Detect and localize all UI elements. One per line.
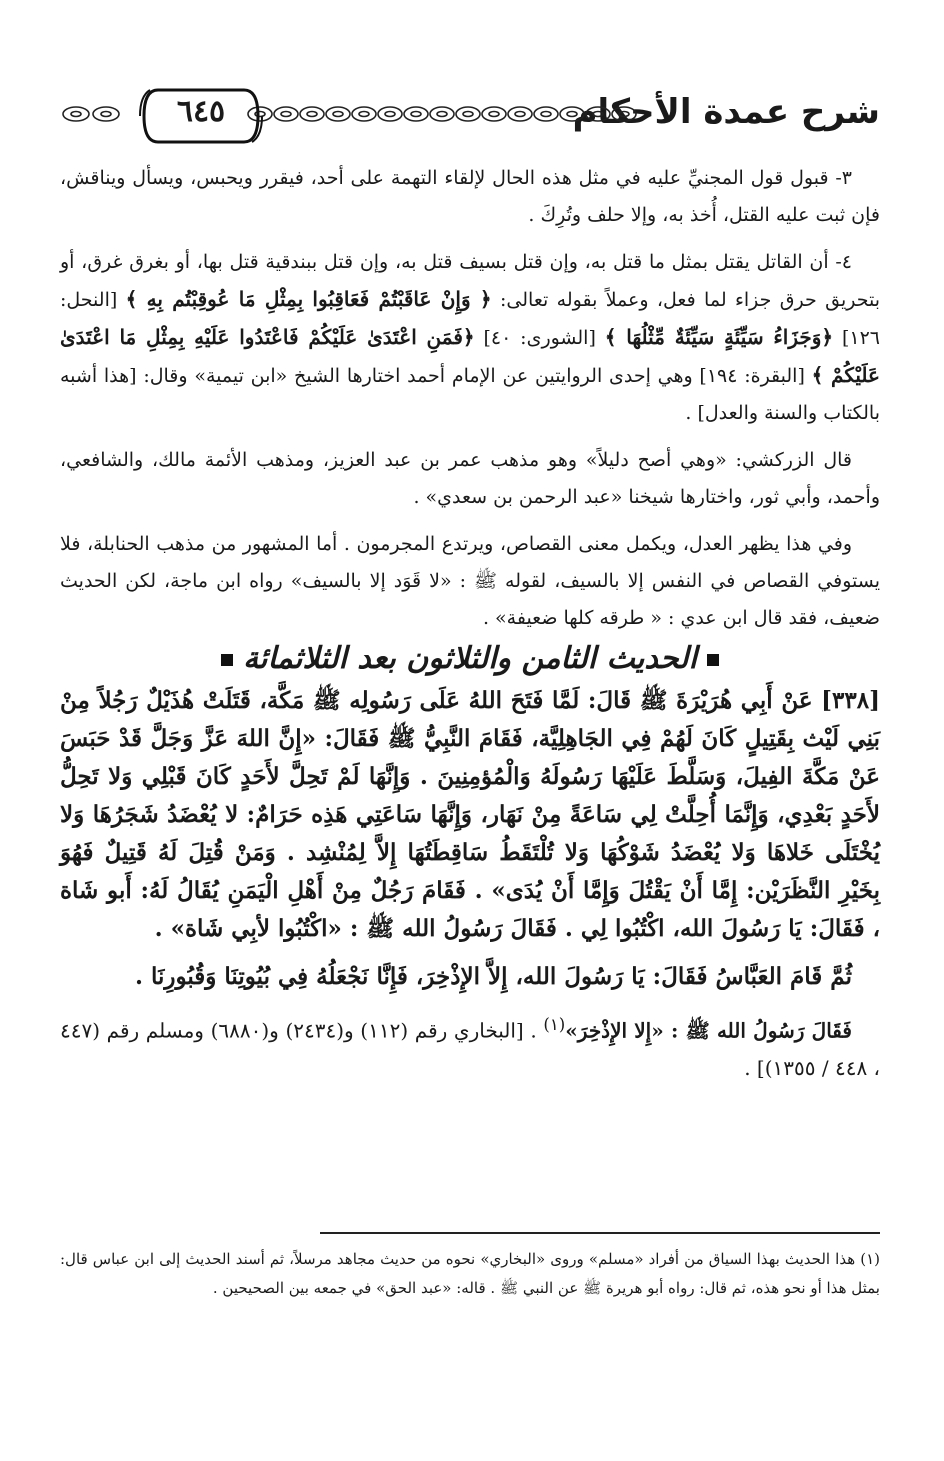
heading-text: الحديث الثامن والثلاثون بعد الثلاثمائة (243, 641, 697, 676)
header-ornament-short (60, 100, 124, 128)
quran-verse: ﴿ وَإِنْ عَاقَبْتُمْ فَعَاقِبُوا بِمِثْلِ مَا عُوقِبْتُم بِهِ ﴾ (125, 287, 492, 311)
verse-reference: [البقرة: ١٩٤] (699, 365, 805, 387)
paragraph-justice: وفي هذا يظهر العدل، ويكمل معنى القصاص، ويرتدع المجرمون . أما المشهور من مذهب الحنابلة، فلا يستوفي القصاص في النفس إلا بالسيف، لقوله ﷺ : «لا قَوَد إلا بالسيف» رواه ابن ماجة، لكن الحديث ضعيف، فقد قال ابن عدي : « طرقه كلها ضعيفة» . (60, 533, 880, 629)
paragraph-point-3: ٣- قبول قول المجنيِّ عليه في مثل هذه الحال لإلقاء التهمة على أحد، فيقرر ويحبس، ويسأل ويناقش، فإن ثبت عليه القتل، أُخذ به، وإلا حلف وتُرِكَ . (60, 167, 880, 226)
page-header (60, 86, 880, 148)
header-ornament-long (246, 100, 648, 128)
page-number: ٦٤٥ (176, 94, 226, 129)
footnote-divider (320, 1232, 880, 1234)
hadith-text: [٣٣٨] عَنْ أَبِي هُرَيْرَةَ ﷺ قَالَ: لَمَّا فَتَحَ اللهُ عَلَى رَسُولِه ﷺ مَكَّة، قَتَلَتْ هُذَيْلٌ رَجُلاً مِنْ بَنِي لَيْث بِقَتِيلٍ كَانَ لَهُمْ فِي الجَاهِلِيَّة، فَقَامَ النَّبِيُّ ﷺ فَقَالَ: «إِنَّ اللهَ عَزَّ وَجَلَّ قَدْ حَبَسَ عَنْ مَكَّةَ الفِيلَ، وَسَلَّطَ عَلَيْهَا رَسُولَهُ وَالْمُؤمِنِينَ . وَإِنَّهَا لَمْ تَحِلَّ لأَحَدٍ كَانَ قَبْلِي وَلا تَحِلُّ لأَحَدٍ بَعْدِي، وَإِنَّمَا أُحِلَّتْ لِي سَاعَةً مِنْ نَهَار، وَإِنَّهَا سَاعَتِي هَذِه حَرَامٌ: لا يُعْضَدُ شَجَرُهَا وَلا يُخْتَلَى خَلاهَا وَلا يُعْضَدُ شَوْكُهَا وَلا تُلْتَقَطُ سَاقِطَتُهَا إِلاَّ لِمُنْشِد . وَمَنْ قُتِلَ لَهُ قَتِيلٌ فَهُوَ بِخَيْرِ النَّظَرَيْن: إِمَّا أَنْ يَقْتُلَ وَإِمَّا أَنْ يُدَى» . فَقَامَ رَجُلٌ مِنْ أَهْلِ الْيَمَنِ يُقَالُ لَهُ: أَبو شَاة ، فَقَالَ: يَا رَسُولَ الله، اكْتُبُوا لِي . فَقَالَ رَسُولُ الله ﷺ : «اكْتُبُوا لأبِي شَاة» . (60, 687, 880, 942)
hadith-conclusion (60, 1006, 880, 1087)
quran-verse: ﴿فَمَنِ اعْتَدَىٰ عَلَيْكُمْ فَاعْتَدُوا عَلَيْهِ بِمِثْلِ مَا اعْتَدَىٰ عَلَيْكُمْ ﴾ (60, 325, 880, 387)
heading-square-icon (707, 654, 719, 666)
paragraph-text: ٤- أن القاتل يقتل بمثل ما قتل به، وإن قتل بسيف قتل به، وإن قتل ببندقية قتل بها، أو بغرق غرق، أو بتحريق حرق جزاء لما فعل، وعملاً بقوله تعالى: (60, 251, 881, 311)
paragraph-zarkashi: قال الزركشي: «وهي أصح دليلاً» وهو مذهب عمر بن عبد العزيز، ومذهب الأئمة مالك، والشافعي، وأحمد، وأبي ثور، واختارها شيخنا «عبد الرحمن بن سعدي» . (60, 449, 880, 508)
hadith-text: ثُمَّ قَامَ العَبَّاسُ فَقَالَ: يَا رَسُولَ الله، إِلاَّ الإِذْخِرَ، فَإِنَّا نَجْعَلُهُ فِي بُيُوتِنَا وَقُبُورِنَا . (134, 963, 852, 990)
hadith-citation: . [البخاري رقم (١١٢) و(٢٤٣٤) و(٦٨٨٠) ومسلم رقم (٤٤٧ ، ٤٤٨ / ١٣٥٥)] . (60, 1018, 880, 1080)
page-body (60, 160, 880, 1087)
verse-reference: [الشورى: ٤٠] (483, 327, 596, 349)
quran-verse: ﴿وَجَزَاءُ سَيِّئَةٍ سَيِّئَةٌ مِّثْلُهَا ﴾ (604, 325, 834, 349)
heading-square-icon (221, 654, 233, 666)
paragraph-text: وهي إحدى الروايتين عن الإمام أحمد اختارها الشيخ «ابن تيمية» وقال: [هذا أشبه بالكتاب والسنة والعدل] . (60, 365, 880, 424)
verse-reference: [النحل: ١٢٦] (60, 289, 881, 349)
paragraph-point-4 (60, 244, 880, 432)
hadith-heading (60, 641, 880, 676)
book-title: شرح عمدة الأحكام (572, 92, 880, 132)
footnote-marker: (١) (543, 1015, 566, 1034)
hadith-text: فَقَالَ رَسُولُ الله ﷺ : «إِلا الإِذْخِرَ» (565, 1018, 852, 1043)
footnote: (١) هذا الحديث بهذا السياق من أفراد «مسلم» وروى «البخاري» نحوه من حديث مجاهد مرسلاً، ثم أسند الحديث إلى ابن عباس قال: بمثل هذا أو نحو هذه، ثم قال: رواه أبو هريرة ﷺ عن النبي ﷺ . قاله: «عبد الحق» في جمعه بين الصحيحين . (60, 1250, 880, 1297)
